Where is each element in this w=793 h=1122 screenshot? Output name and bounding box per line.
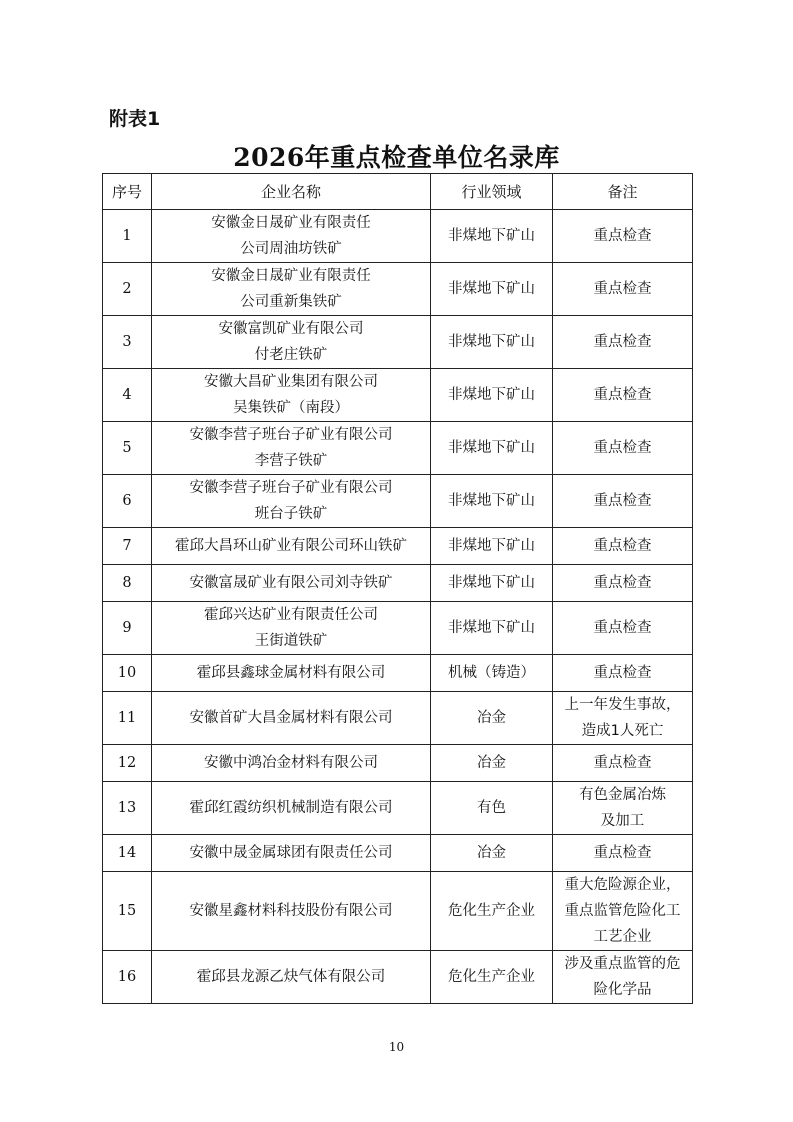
cell-remarks-line: 重大危险源企业， bbox=[564, 877, 681, 893]
cell-remarks bbox=[553, 422, 693, 475]
cell-serial-number: 10 bbox=[103, 655, 152, 692]
cell-company-name-line: 安徽李营子班台子矿业有限公司 bbox=[189, 480, 393, 496]
cell-remarks bbox=[553, 692, 693, 745]
cell-remarks bbox=[553, 369, 693, 422]
cell-serial-number: 8 bbox=[103, 565, 152, 602]
cell-company-name bbox=[152, 692, 431, 745]
cell-remarks bbox=[553, 565, 693, 602]
cell-industry-sector-line: 非煤地下矿山 bbox=[448, 228, 535, 244]
table-row bbox=[103, 475, 693, 528]
cell-remarks-line: 涉及重点监管的危 bbox=[564, 956, 681, 972]
cell-remarks-line: 重点检查 bbox=[593, 334, 652, 350]
cell-company-name-line: 安徽金日晟矿业有限责任 bbox=[211, 215, 371, 231]
table-row bbox=[103, 528, 693, 565]
cell-serial-number: 12 bbox=[103, 745, 152, 782]
cell-remarks-line: 及加工 bbox=[600, 813, 645, 829]
appendix-label: 附表1 bbox=[109, 108, 161, 130]
cell-company-name bbox=[152, 951, 431, 1004]
cell-industry-sector bbox=[431, 745, 553, 782]
cell-remarks-line: 重点监管危险化工 bbox=[564, 903, 681, 919]
cell-remarks bbox=[553, 951, 693, 1004]
cell-company-name bbox=[152, 782, 431, 835]
key-inspection-table bbox=[102, 173, 693, 1004]
cell-company-name bbox=[152, 655, 431, 692]
cell-remarks-line: 重点检查 bbox=[593, 493, 652, 509]
cell-company-name-line: 安徽大昌矿业集团有限公司 bbox=[204, 374, 378, 390]
cell-company-name-line: 霍邱大昌环山矿业有限公司环山铁矿 bbox=[175, 538, 407, 554]
cell-company-name bbox=[152, 835, 431, 872]
cell-company-name-line: 霍邱县鑫球金属材料有限公司 bbox=[196, 665, 386, 681]
cell-remarks-line: 重点检查 bbox=[593, 281, 652, 297]
table-row bbox=[103, 835, 693, 872]
document-title: 2026年重点检查单位名录库 bbox=[233, 143, 560, 172]
cell-company-name-line: 安徽富晟矿业有限公司刘寺铁矿 bbox=[189, 575, 393, 591]
cell-remarks-line: 重点检查 bbox=[593, 440, 652, 456]
cell-serial-number: 16 bbox=[103, 951, 152, 1004]
table-row bbox=[103, 745, 693, 782]
cell-remarks-line: 重点检查 bbox=[593, 620, 652, 636]
table-row bbox=[103, 210, 693, 263]
cell-industry-sector-line: 非煤地下矿山 bbox=[448, 334, 535, 350]
cell-remarks-line: 重点检查 bbox=[593, 387, 652, 403]
cell-company-name bbox=[152, 528, 431, 565]
cell-serial-number: 13 bbox=[103, 782, 152, 835]
cell-company-name-line: 安徽星鑫材料科技股份有限公司 bbox=[189, 903, 393, 919]
cell-company-name bbox=[152, 210, 431, 263]
cell-remarks bbox=[553, 872, 693, 951]
cell-industry-sector bbox=[431, 422, 553, 475]
cell-company-name-line: 班台子铁矿 bbox=[254, 506, 328, 522]
table-body bbox=[103, 210, 693, 1004]
cell-industry-sector-line: 冶金 bbox=[477, 710, 506, 726]
cell-remarks bbox=[553, 655, 693, 692]
cell-company-name-line: 安徽首矿大昌金属材料有限公司 bbox=[189, 710, 393, 726]
cell-industry-sector bbox=[431, 475, 553, 528]
cell-company-name bbox=[152, 316, 431, 369]
table-row bbox=[103, 692, 693, 745]
cell-remarks bbox=[553, 316, 693, 369]
cell-industry-sector-line: 非煤地下矿山 bbox=[448, 620, 535, 636]
cell-company-name-line: 霍邱红霞纺织机械制造有限公司 bbox=[189, 800, 393, 816]
cell-company-name bbox=[152, 872, 431, 951]
cell-industry-sector-line: 非煤地下矿山 bbox=[448, 493, 535, 509]
cell-remarks bbox=[553, 782, 693, 835]
cell-company-name-line: 安徽中晟金属球团有限责任公司 bbox=[189, 845, 393, 861]
cell-remarks bbox=[553, 475, 693, 528]
cell-remarks-line: 险化学品 bbox=[593, 982, 652, 998]
header-serial-number: 序号 bbox=[103, 174, 152, 210]
table-row bbox=[103, 565, 693, 602]
cell-remarks bbox=[553, 835, 693, 872]
cell-industry-sector bbox=[431, 565, 553, 602]
cell-industry-sector-line: 危化生产企业 bbox=[448, 969, 535, 985]
cell-industry-sector bbox=[431, 263, 553, 316]
cell-company-name-line: 吴集铁矿（南段） bbox=[233, 400, 349, 416]
cell-industry-sector-line: 机械（铸造） bbox=[448, 665, 535, 681]
cell-industry-sector-line: 有色 bbox=[477, 800, 506, 816]
cell-company-name-line: 安徽中鸿冶金材料有限公司 bbox=[204, 755, 378, 771]
cell-remarks-line: 工艺企业 bbox=[593, 929, 652, 945]
cell-industry-sector-line: 冶金 bbox=[477, 755, 506, 771]
cell-company-name bbox=[152, 422, 431, 475]
header-company-name: 企业名称 bbox=[152, 174, 431, 210]
cell-industry-sector-line: 非煤地下矿山 bbox=[448, 387, 535, 403]
cell-industry-sector-line: 非煤地下矿山 bbox=[448, 440, 535, 456]
cell-industry-sector bbox=[431, 655, 553, 692]
cell-industry-sector bbox=[431, 692, 553, 745]
cell-industry-sector bbox=[431, 835, 553, 872]
cell-industry-sector bbox=[431, 210, 553, 263]
cell-serial-number: 14 bbox=[103, 835, 152, 872]
cell-company-name bbox=[152, 565, 431, 602]
cell-remarks bbox=[553, 528, 693, 565]
table-row bbox=[103, 655, 693, 692]
cell-company-name bbox=[152, 602, 431, 655]
cell-company-name bbox=[152, 369, 431, 422]
cell-company-name-line: 公司重新集铁矿 bbox=[240, 294, 342, 310]
cell-serial-number: 2 bbox=[103, 263, 152, 316]
cell-industry-sector bbox=[431, 369, 553, 422]
cell-company-name-line: 霍邱县龙源乙炔气体有限公司 bbox=[196, 969, 386, 985]
cell-industry-sector bbox=[431, 528, 553, 565]
cell-serial-number: 4 bbox=[103, 369, 152, 422]
cell-company-name-line: 霍邱兴达矿业有限责任公司 bbox=[204, 607, 378, 623]
cell-industry-sector bbox=[431, 316, 553, 369]
cell-company-name-line: 安徽李营子班台子矿业有限公司 bbox=[189, 427, 393, 443]
cell-industry-sector bbox=[431, 872, 553, 951]
cell-serial-number: 9 bbox=[103, 602, 152, 655]
table-row bbox=[103, 602, 693, 655]
cell-remarks-line: 有色金属冶炼 bbox=[579, 787, 666, 803]
cell-remarks bbox=[553, 602, 693, 655]
cell-remarks-line: 重点检查 bbox=[593, 845, 652, 861]
header-industry-sector: 行业领域 bbox=[431, 174, 553, 210]
table-header-row bbox=[103, 174, 693, 210]
page-number: 10 bbox=[388, 1040, 405, 1054]
cell-remarks bbox=[553, 745, 693, 782]
table-row bbox=[103, 951, 693, 1004]
cell-industry-sector-line: 非煤地下矿山 bbox=[448, 538, 535, 554]
table-row bbox=[103, 422, 693, 475]
cell-serial-number: 11 bbox=[103, 692, 152, 745]
cell-serial-number: 5 bbox=[103, 422, 152, 475]
cell-serial-number: 6 bbox=[103, 475, 152, 528]
cell-company-name-line: 李营子铁矿 bbox=[254, 453, 328, 469]
cell-company-name-line: 公司周油坊铁矿 bbox=[240, 241, 342, 257]
cell-remarks-line: 重点检查 bbox=[593, 755, 652, 771]
cell-remarks-line: 重点检查 bbox=[593, 665, 652, 681]
table-row bbox=[103, 316, 693, 369]
cell-industry-sector-line: 非煤地下矿山 bbox=[448, 575, 535, 591]
cell-company-name-line: 安徽金日晟矿业有限责任 bbox=[211, 268, 371, 284]
cell-serial-number: 3 bbox=[103, 316, 152, 369]
cell-company-name-line: 安徽富凯矿业有限公司 bbox=[218, 321, 364, 337]
table-row bbox=[103, 782, 693, 835]
cell-serial-number: 15 bbox=[103, 872, 152, 951]
cell-company-name bbox=[152, 263, 431, 316]
cell-company-name bbox=[152, 745, 431, 782]
cell-remarks-line: 重点检查 bbox=[593, 228, 652, 244]
cell-remarks bbox=[553, 210, 693, 263]
cell-industry-sector-line: 危化生产企业 bbox=[448, 903, 535, 919]
cell-company-name-line: 王街道铁矿 bbox=[254, 633, 328, 649]
cell-industry-sector bbox=[431, 602, 553, 655]
table-row bbox=[103, 872, 693, 951]
cell-remarks-line: 重点检查 bbox=[593, 538, 652, 554]
table-row bbox=[103, 263, 693, 316]
cell-company-name bbox=[152, 475, 431, 528]
cell-company-name-line: 付老庄铁矿 bbox=[254, 347, 328, 363]
cell-remarks-line: 重点检查 bbox=[593, 575, 652, 591]
cell-industry-sector bbox=[431, 951, 553, 1004]
cell-serial-number: 1 bbox=[103, 210, 152, 263]
cell-remarks-line: 上一年发生事故， bbox=[564, 697, 681, 713]
cell-remarks-line: 造成1人死亡 bbox=[581, 723, 664, 739]
cell-serial-number: 7 bbox=[103, 528, 152, 565]
cell-industry-sector-line: 冶金 bbox=[477, 845, 506, 861]
cell-industry-sector-line: 非煤地下矿山 bbox=[448, 281, 535, 297]
cell-industry-sector bbox=[431, 782, 553, 835]
table-row bbox=[103, 369, 693, 422]
header-remarks: 备注 bbox=[553, 174, 693, 210]
cell-remarks bbox=[553, 263, 693, 316]
